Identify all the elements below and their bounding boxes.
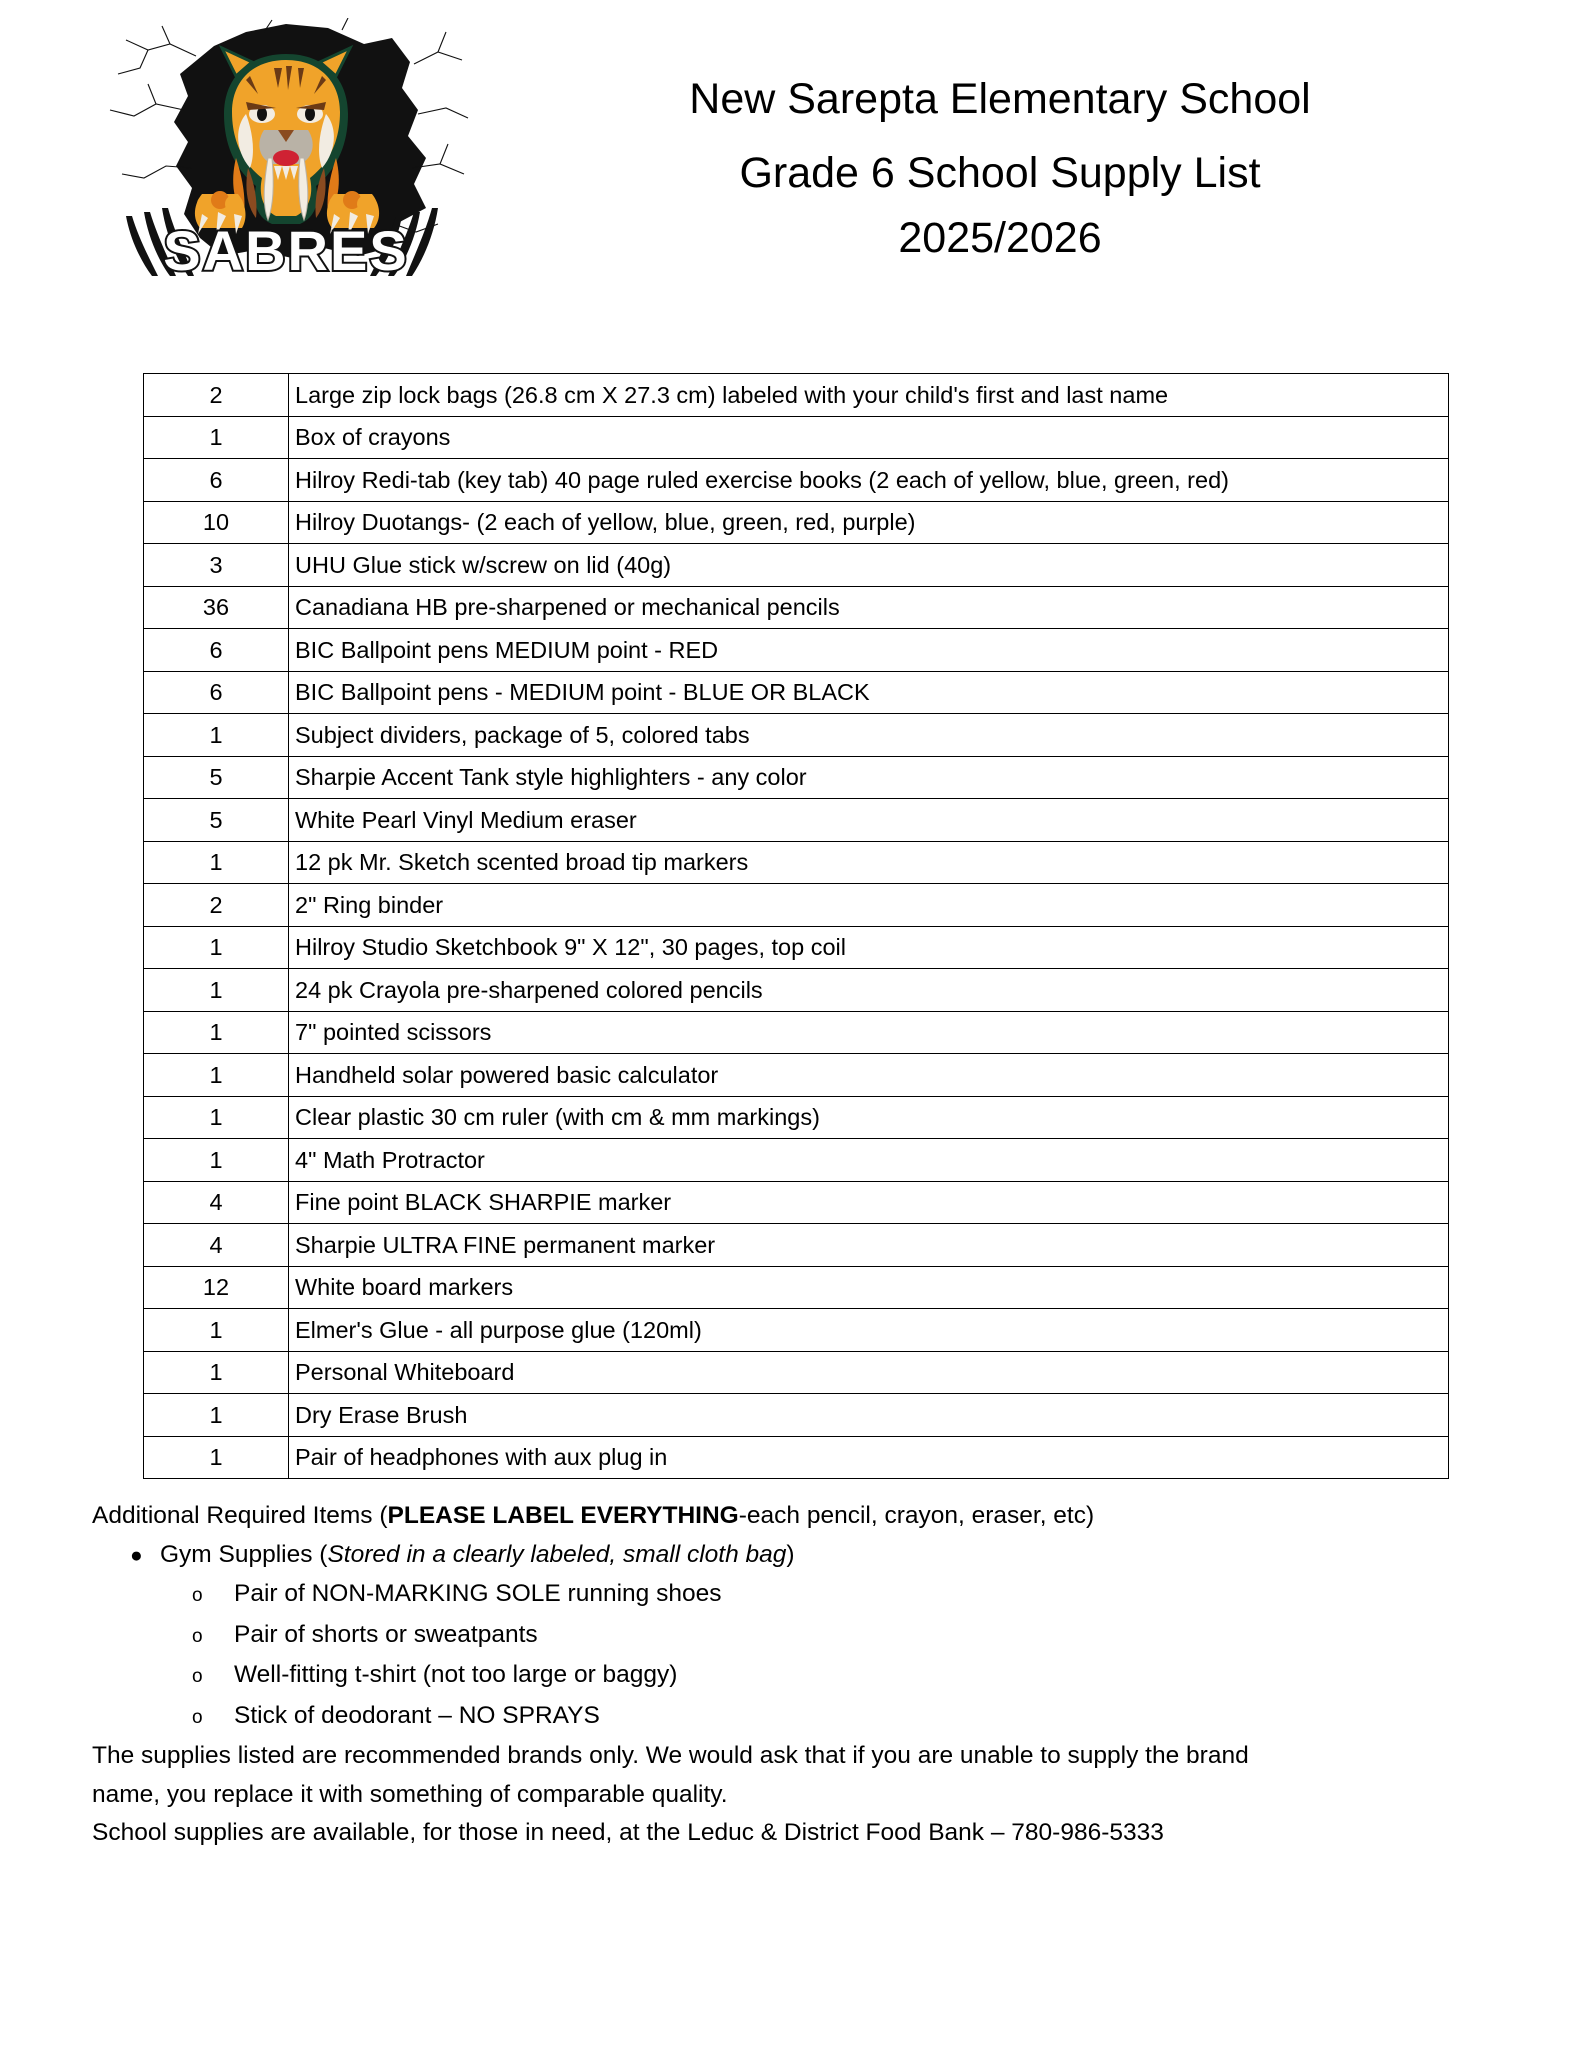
table-row bbox=[144, 1266, 1449, 1309]
supply-list-table bbox=[143, 373, 1449, 1479]
table-row bbox=[144, 841, 1449, 884]
supply-item-cell: Handheld solar powered basic calculator bbox=[289, 1054, 1449, 1097]
gym-supplies-close-paren: ) bbox=[786, 1540, 795, 1568]
bullet-dot-icon: ● bbox=[130, 1543, 143, 1567]
gym-item-label: Well-fitting t-shirt (not too large or baggy) bbox=[234, 1661, 678, 1688]
supply-quantity-cell: 36 bbox=[144, 586, 289, 629]
supply-item-cell: Box of crayons bbox=[289, 416, 1449, 459]
gym-supplies-italic-note: Stored in a clearly labeled, small cloth bag bbox=[327, 1540, 787, 1568]
supply-item-cell: White Pearl Vinyl Medium eraser bbox=[289, 799, 1449, 842]
gym-item-label: Stick of deodorant – NO SPRAYS bbox=[234, 1701, 600, 1729]
supply-item-cell: BIC Ballpoint pens - MEDIUM point - BLUE OR BLACK bbox=[289, 671, 1449, 714]
supply-quantity-cell: 1 bbox=[144, 1309, 289, 1352]
table-row bbox=[144, 1224, 1449, 1267]
additional-required-items-line bbox=[92, 1497, 1512, 1536]
svg-text:SABRES: SABRES bbox=[163, 219, 409, 280]
supply-quantity-cell: 2 bbox=[144, 884, 289, 927]
table-row bbox=[144, 1011, 1449, 1054]
table-row bbox=[144, 1139, 1449, 1182]
table-row bbox=[144, 926, 1449, 969]
supply-quantity-cell: 1 bbox=[144, 1139, 289, 1182]
supply-item-cell: 12 pk Mr. Sketch scented broad tip markers bbox=[289, 841, 1449, 884]
circle-bullet-icon: o bbox=[192, 1706, 203, 1728]
gym-item-row bbox=[92, 1575, 1512, 1616]
gym-item-label: Pair of NON-MARKING SOLE running shoes bbox=[234, 1580, 722, 1607]
supply-quantity-cell: 6 bbox=[144, 671, 289, 714]
table-row bbox=[144, 1309, 1449, 1352]
table-row bbox=[144, 544, 1449, 587]
supply-item-cell: 24 pk Crayola pre-sharpened colored pencils bbox=[289, 969, 1449, 1012]
supply-quantity-cell: 4 bbox=[144, 1181, 289, 1224]
supply-list-table-body bbox=[144, 374, 1449, 1479]
supply-item-cell: Clear plastic 30 cm ruler (with cm & mm markings) bbox=[289, 1096, 1449, 1139]
table-row bbox=[144, 459, 1449, 502]
supply-item-cell: Fine point BLACK SHARPIE marker bbox=[289, 1181, 1449, 1224]
supply-item-cell: Pair of headphones with aux plug in bbox=[289, 1436, 1449, 1479]
gym-item-label: Pair of shorts or sweatpants bbox=[234, 1620, 538, 1648]
table-row bbox=[144, 884, 1449, 927]
supply-quantity-cell: 4 bbox=[144, 1224, 289, 1267]
table-row bbox=[144, 1351, 1449, 1394]
supply-item-cell: Dry Erase Brush bbox=[289, 1394, 1449, 1437]
supply-item-cell: Personal Whiteboard bbox=[289, 1351, 1449, 1394]
supply-quantity-cell: 1 bbox=[144, 1096, 289, 1139]
gym-items-list bbox=[92, 1575, 1512, 1737]
supply-quantity-cell: 1 bbox=[144, 1394, 289, 1437]
table-row bbox=[144, 1096, 1449, 1139]
additional-notes-section bbox=[92, 1497, 1512, 1853]
supply-quantity-cell: 1 bbox=[144, 416, 289, 459]
gym-supplies-bullet bbox=[92, 1536, 1512, 1576]
table-row bbox=[144, 969, 1449, 1012]
food-bank-line: School supplies are available, for those in need, at the Leduc & District Food Bank – 780-986-5333 bbox=[92, 1819, 1164, 1846]
supply-item-cell: BIC Ballpoint pens MEDIUM point - RED bbox=[289, 629, 1449, 672]
additional-suffix-text: -each pencil, crayon, eraser, etc) bbox=[738, 1502, 1095, 1529]
supply-item-cell: Hilroy Studio Sketchbook 9" X 12", 30 pages, top coil bbox=[289, 926, 1449, 969]
supply-quantity-cell: 12 bbox=[144, 1266, 289, 1309]
recommended-brands-line-2: name, you replace it with something of comparable quality. bbox=[92, 1780, 728, 1808]
supply-item-cell: Subject dividers, package of 5, colored tabs bbox=[289, 714, 1449, 757]
sabres-wordmark bbox=[163, 219, 408, 280]
supply-quantity-cell: 1 bbox=[144, 714, 289, 757]
circle-bullet-icon: o bbox=[192, 1666, 203, 1687]
table-row bbox=[144, 374, 1449, 417]
table-row bbox=[144, 1436, 1449, 1479]
supply-item-cell: Elmer's Glue - all purpose glue (120ml) bbox=[289, 1309, 1449, 1352]
supply-quantity-cell: 1 bbox=[144, 1054, 289, 1097]
table-row bbox=[144, 586, 1449, 629]
gym-item-row bbox=[92, 1656, 1512, 1697]
table-row bbox=[144, 756, 1449, 799]
supply-item-cell: Hilroy Redi-tab (key tab) 40 page ruled exercise books (2 each of yellow, blue, green, red) bbox=[289, 459, 1449, 502]
supply-quantity-cell: 1 bbox=[144, 1351, 289, 1394]
supply-quantity-cell: 1 bbox=[144, 969, 289, 1012]
supply-item-cell: Canadiana HB pre-sharpened or mechanical pencils bbox=[289, 586, 1449, 629]
table-row bbox=[144, 416, 1449, 459]
supply-item-cell: 7" pointed scissors bbox=[289, 1011, 1449, 1054]
supply-quantity-cell: 10 bbox=[144, 501, 289, 544]
supply-quantity-cell: 6 bbox=[144, 459, 289, 502]
supply-item-cell: UHU Glue stick w/screw on lid (40g) bbox=[289, 544, 1449, 587]
supply-list-title: Grade 6 School Supply List bbox=[739, 149, 1261, 197]
table-row bbox=[144, 1181, 1449, 1224]
tiger-head bbox=[222, 48, 350, 224]
table-row bbox=[144, 714, 1449, 757]
circle-bullet-icon: o bbox=[192, 1625, 203, 1647]
school-name: New Sarepta Elementary School bbox=[689, 75, 1311, 123]
supply-item-cell: Sharpie Accent Tank style highlighters - any color bbox=[289, 756, 1449, 799]
supply-quantity-cell: 1 bbox=[144, 926, 289, 969]
gym-supplies-text bbox=[160, 1536, 795, 1575]
table-row bbox=[144, 1054, 1449, 1097]
gym-supplies-label: Gym Supplies ( bbox=[160, 1540, 328, 1568]
gym-item-row bbox=[92, 1616, 1512, 1657]
circle-bullet-icon: o bbox=[192, 1585, 203, 1606]
supply-item-cell: 4" Math Protractor bbox=[289, 1139, 1449, 1182]
sabres-mascot-logo bbox=[96, 18, 476, 280]
supply-quantity-cell: 5 bbox=[144, 756, 289, 799]
supply-quantity-cell: 1 bbox=[144, 1436, 289, 1479]
additional-prefix-text: Additional Required Items ( bbox=[92, 1502, 388, 1529]
supply-quantity-cell: 6 bbox=[144, 629, 289, 672]
table-row bbox=[144, 671, 1449, 714]
supply-item-cell: Large zip lock bags (26.8 cm X 27.3 cm) labeled with your child's first and last name bbox=[289, 374, 1449, 417]
table-row bbox=[144, 501, 1449, 544]
supply-quantity-cell: 1 bbox=[144, 1011, 289, 1054]
school-year: 2025/2026 bbox=[898, 214, 1102, 262]
supply-quantity-cell: 1 bbox=[144, 841, 289, 884]
supply-quantity-cell: 3 bbox=[144, 544, 289, 587]
supply-item-cell: 2" Ring binder bbox=[289, 884, 1449, 927]
table-row bbox=[144, 629, 1449, 672]
supply-quantity-cell: 2 bbox=[144, 374, 289, 417]
title-block bbox=[470, 62, 1530, 266]
gym-item-row bbox=[92, 1697, 1512, 1738]
supply-item-cell: White board markers bbox=[289, 1266, 1449, 1309]
supply-item-cell: Sharpie ULTRA FINE permanent marker bbox=[289, 1224, 1449, 1267]
table-row bbox=[144, 799, 1449, 842]
table-row bbox=[144, 1394, 1449, 1437]
recommended-brands-line-1: The supplies listed are recommended brands only. We would ask that if you are unable to supply the brand bbox=[92, 1742, 1249, 1769]
document-header bbox=[0, 0, 1588, 290]
supply-quantity-cell: 5 bbox=[144, 799, 289, 842]
supply-item-cell: Hilroy Duotangs- (2 each of yellow, blue, green, red, purple) bbox=[289, 501, 1449, 544]
please-label-everything-text: PLEASE LABEL EVERYTHING bbox=[387, 1502, 739, 1529]
